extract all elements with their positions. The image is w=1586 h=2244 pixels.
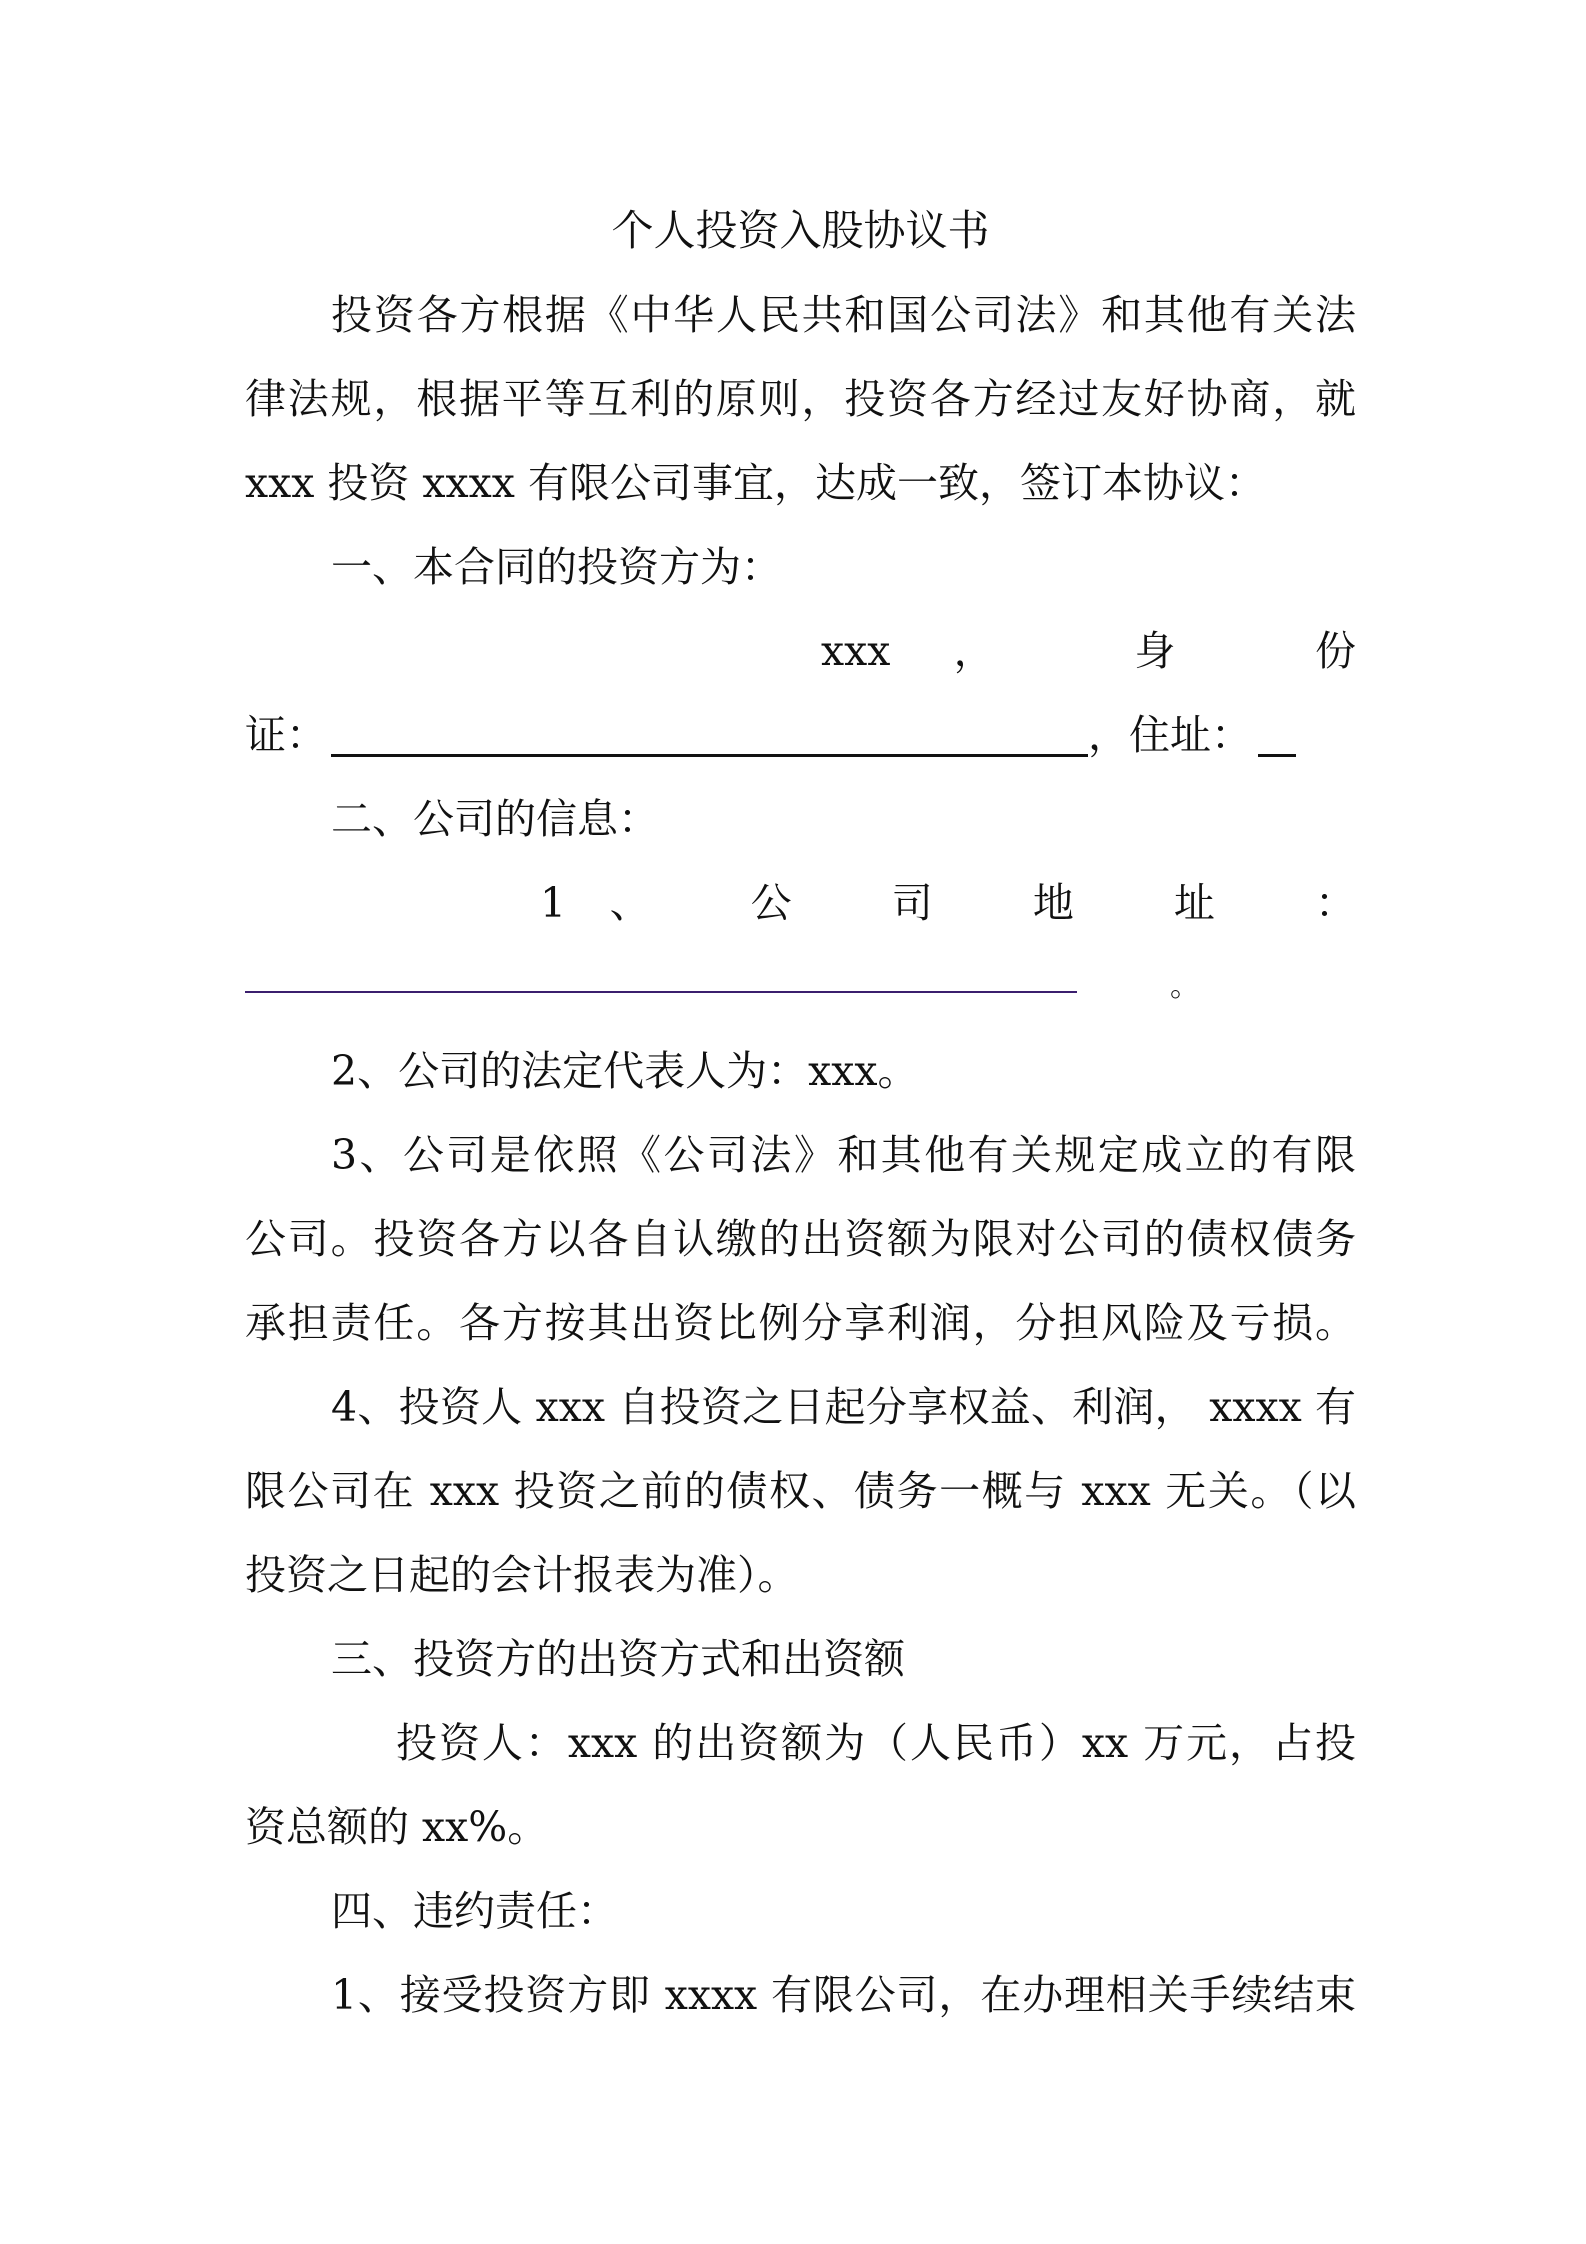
paragraph-line: 3、公司是依照《公司法》和其他有关规定成立的有限 xyxy=(331,1131,1356,1179)
paragraph-line: 投资各方根据《中华人民共和国公司法》和其他有关法 xyxy=(331,291,1356,339)
paragraph-line: 1、接受投资方即 xxxx 有限公司，在办理相关手续结束 xyxy=(331,1971,1356,2019)
paragraph-line: 2、公司的法定代表人为：xxx。 xyxy=(331,1047,919,1095)
paragraph-line: 4、投资人 xxx 自投资之日起分享权益、利润， xxxx 有 xyxy=(331,1383,1356,1431)
document-page xyxy=(245,189,1356,2037)
paragraph-line: xxx 投资 xxxx 有限公司事宜，达成一致，签订本协议： xyxy=(245,459,1266,507)
section-heading-1: 一、本合同的投资方为： xyxy=(331,543,782,591)
id-address-line xyxy=(245,693,1356,777)
id-number-blank xyxy=(331,734,1088,757)
address-blank xyxy=(1258,734,1296,757)
document-title: 个人投资入股协议书 xyxy=(611,206,990,255)
company-address-line xyxy=(245,945,1356,1029)
id-label: 证： xyxy=(245,711,327,759)
paragraph-line: 投资之日起的会计报表为准）。 xyxy=(245,1551,799,1599)
section-heading-3: 三、投资方的出资方式和出资额 xyxy=(331,1635,905,1683)
paragraph-line: 限公司在 xxx 投资之前的债权、债务一概与 xxx 无关。（以 xyxy=(245,1467,1356,1515)
paragraph-line: 承担责任。各方按其出资比例分享利润，分担风险及亏损。 xyxy=(245,1299,1356,1347)
address-label: ，住址： xyxy=(1088,711,1252,759)
company-address-blank xyxy=(245,991,1077,993)
paragraph-line: 资总额的 xx%。 xyxy=(245,1803,549,1851)
company-address-label: 1、 公 司 地 址 ： xyxy=(540,879,1356,927)
investor-name-line: xxx， 身 份 xyxy=(821,627,1356,675)
section-heading-2: 二、公司的信息： xyxy=(331,795,659,843)
paragraph-line: 律法规，根据平等互利的原则，投资各方经过友好协商，就 xyxy=(245,375,1356,423)
period: 。 xyxy=(1170,969,1200,1004)
paragraph-line: 投资人：xxx 的出资额为（人民币）xx 万元，占投 xyxy=(396,1719,1356,1767)
paragraph-line: 公司。投资各方以各自认缴的出资额为限对公司的债权债务 xyxy=(245,1215,1356,1263)
section-heading-4: 四、违约责任： xyxy=(331,1887,618,1935)
